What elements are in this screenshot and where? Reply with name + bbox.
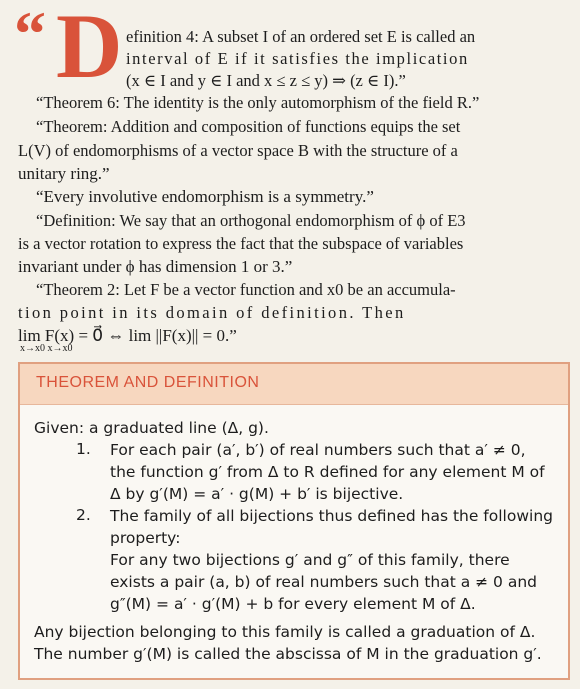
text-line: “Theorem 2: Let F be a vector function and x0 be an accumula- [36, 280, 456, 299]
text-line: (x ∈ I and y ∈ I and x ≤ z ≤ y) ⇒ (z ∈ I).” [126, 71, 406, 90]
list-number: 2. [76, 506, 91, 524]
text-line: “Theorem: Addition and composition of functions equips the set [36, 117, 461, 136]
formula-subscripts: x→x0 x→x0 [20, 343, 73, 354]
box-text-line: Δ by g′(M) = a′ · g(M) + b′ is bijective. [110, 485, 404, 503]
drop-cap-letter: D [56, 0, 123, 97]
drop-cap [14, 0, 129, 97]
list-number: 1. [76, 440, 91, 458]
box-text-line: g″(M) = a′ · g′(M) + b for every element M of Δ. [110, 595, 476, 613]
box-text-line: property: [110, 529, 181, 547]
box-text-line: the function g′ from Δ to R defined for any element M of [110, 463, 545, 481]
opening-quote-mark: “ [14, 0, 46, 69]
text-line: invariant under ϕ has dimension 1 or 3.” [18, 257, 293, 276]
box-text-line: The family of all bijections thus defined has the following [110, 507, 553, 525]
text-line: interval of E if it satisfies the implication [126, 49, 469, 68]
text-line: “Definition: We say that an orthogonal endomorphism of ϕ of E3 [36, 211, 466, 230]
text-line: “Theorem 6: The identity is the only automorphism of the field R.” [36, 93, 480, 112]
theorem-box [18, 362, 570, 680]
box-text-line: exists a pair (a, b) of real numbers such that a ≠ 0 and [110, 573, 538, 591]
text-line: unitary ring.” [18, 164, 110, 183]
formula-line: lim F(x) = 0⃗ ⇔ lim ||F(x)|| = 0.” [18, 326, 237, 345]
box-text-line: For each pair (a′, b′) of real numbers such that a′ ≠ 0, [110, 441, 526, 459]
theorem-box-title: THEOREM AND DEFINITION [36, 374, 260, 391]
text-line: efinition 4: A subset I of an ordered set E is called an [126, 27, 476, 46]
text-line: “Every involutive endomorphism is a symmetry.” [36, 187, 374, 206]
box-text-line: Any bijection belonging to this family is called a graduation of Δ. [34, 623, 536, 641]
theorem-box-header [20, 364, 568, 405]
box-text-line: For any two bijections g′ and g″ of this family, there [110, 551, 510, 569]
text-line: L(V) of endomorphisms of a vector space B with the structure of a [18, 141, 458, 160]
box-text-line: Given: a graduated line (Δ, g). [34, 419, 269, 437]
text-line: tion point in its domain of definition. Then [18, 303, 406, 322]
text-line: is a vector rotation to express the fact that the subspace of variables [18, 234, 464, 253]
box-text-line: The number g′(M) is called the abscissa of M in the graduation g′. [34, 645, 542, 663]
